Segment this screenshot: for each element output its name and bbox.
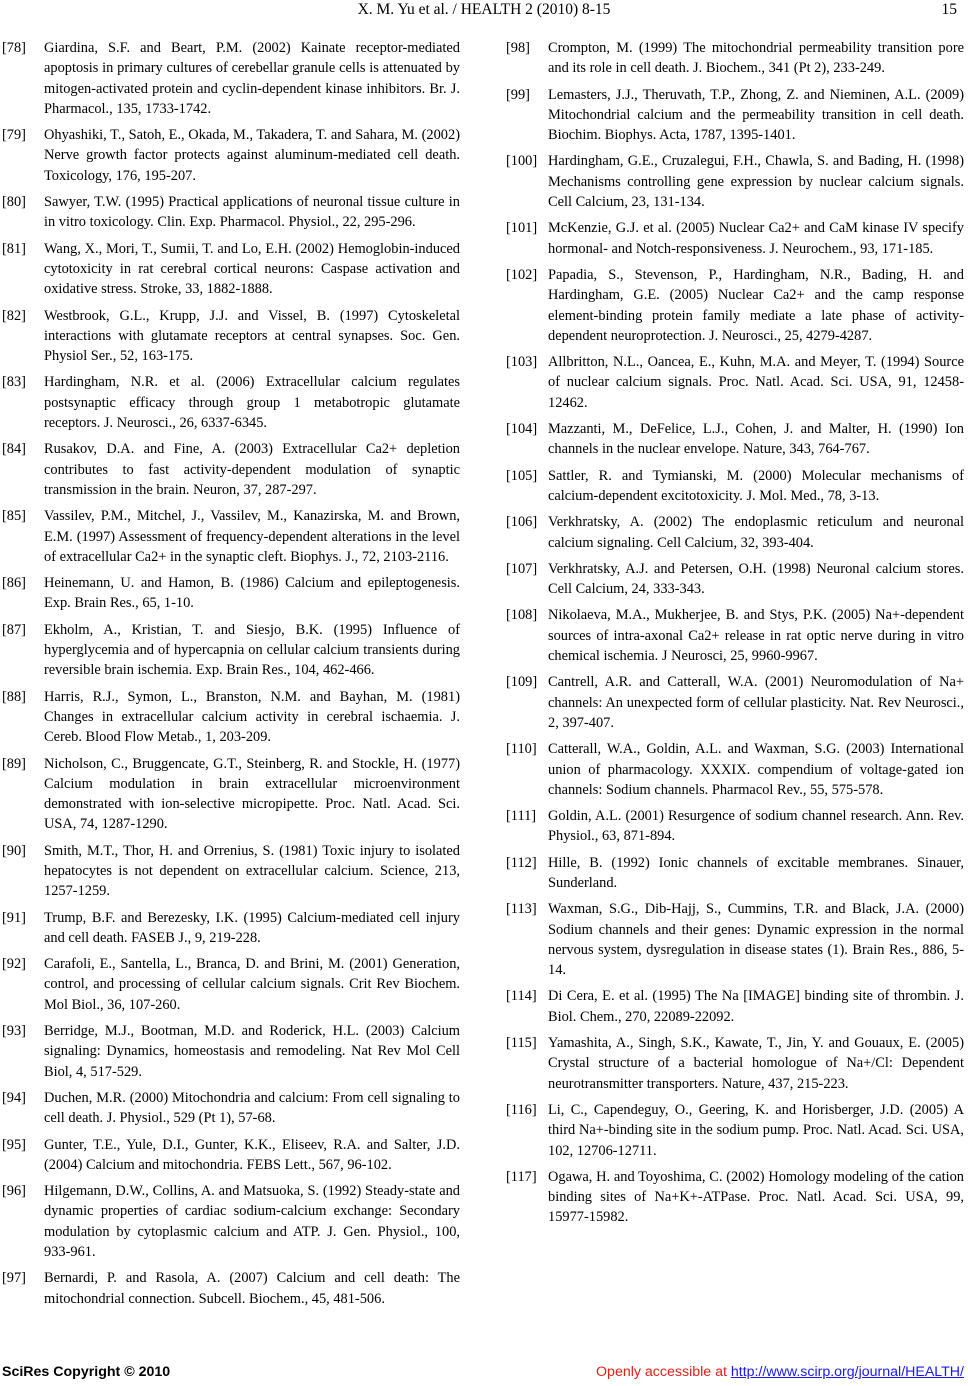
reference-item — [2, 306, 460, 367]
reference-item — [506, 512, 964, 553]
reference-number: [102] — [506, 266, 538, 283]
reference-text: Vassilev, P.M., Mitchel, J., Vassilev, M., Kanazirska, M. and Brown, E.M. (1997) Assessment of frequency-dependent alterations in the level of extracellular Ca2+ in the synaptic cleft. Biophys. J., 72, 2103-2116. — [44, 508, 460, 565]
reference-item — [2, 1268, 460, 1309]
reference-item — [506, 38, 964, 79]
reference-text: Di Cera, E. et al. (1995) The Na [IMAGE] binding site of thrombin. J. Biol. Chem., 270, 22089-22092. — [548, 988, 964, 1025]
reference-number: [85] — [2, 508, 26, 525]
reference-text: Hilgemann, D.W., Collins, A. and Matsuoka, S. (1992) Steady-state and dynamic properties of cardiac sodium-calcium exchange: Secondary modulation by cytoplasmic calcium and ATP. J. Gen. Physiol., 100, 933-961. — [44, 1183, 460, 1261]
reference-item — [2, 1181, 460, 1262]
reference-number: [107] — [506, 560, 538, 577]
reference-text: Hardingham, N.R. et al. (2006) Extracellular calcium regulates postsynaptic efficacy through group 1 metabotropic glutamate receptors. J. Neurosci., 26, 6337-6345. — [44, 374, 460, 432]
reference-text: McKenzie, G.J. et al. (2005) Nuclear Ca2+ and CaM kinase IV specify hormonal- and Notch-responsiveness. J. Neurochem., 93, 171-185. — [548, 220, 964, 257]
reference-text: Giardina, S.F. and Beart, P.M. (2002) Kainate receptor-mediated apoptosis in primary cultures of cerebellar granule cells is attenuated by mitogen-activated protein and cyclin-dependent kinase inhibitors. Br. J. Pharmacol., 135, 1733-1742. — [44, 40, 460, 117]
reference-text: Ekholm, A., Kristian, T. and Siesjo, B.K. (1995) Influence of hyperglycemia and of hypercapnia on cellular calcium transients during reversible brain ischemia. Exp. Brain Res., 104, 462-466. — [44, 621, 460, 679]
reference-text: Wang, X., Mori, T., Sumii, T. and Lo, E.H. (2002) Hemoglobin-induced cytotoxicity in rat cerebral cortical neurons: Caspase activation and oxidative stress. Stroke, 33, 1882-1888. — [44, 240, 460, 298]
reference-number: [80] — [2, 194, 26, 211]
reference-number: [113] — [506, 901, 537, 918]
page-number: 15 — [941, 1, 957, 18]
reference-text: Catterall, W.A., Goldin, A.L. and Waxman, S.G. (2003) International union of pharmacology. XXXIX. compendium of voltage-gated ion channels: Sodium channels. Pharmacol Rev., 55, 575-578. — [548, 741, 964, 798]
reference-item — [2, 754, 460, 835]
reference-text: Duchen, M.R. (2000) Mitochondria and calcium: From cell signaling to cell death. J. Physiol., 529 (Pt 1), 57-68. — [44, 1089, 460, 1127]
reference-number: [96] — [2, 1183, 26, 1200]
reference-number: [84] — [2, 441, 26, 458]
reference-text: Ogawa, H. and Toyoshima, C. (2002) Homology modeling of the cation binding sites of Na+K+-ATPase. Proc. Natl. Acad. Sci. USA, 99, 15977-15982. — [548, 1168, 964, 1226]
reference-text: Nicholson, C., Bruggencate, G.T., Steinberg, R. and Stockle, H. (1977) Calcium modulation in brain extracellular microenvironment demonstrated with ion-selective micropipette. Proc. Natl. Acad. Sci. USA, 74, 1287-1290. — [44, 755, 460, 833]
reference-text: Hille, B. (1992) Ionic channels of excitable membranes. Sinauer, Sunderland. — [548, 854, 964, 891]
reference-number: [97] — [2, 1270, 26, 1287]
reference-item — [506, 151, 964, 212]
reference-item — [506, 218, 964, 259]
reference-number: [106] — [506, 514, 538, 531]
reference-text: Heinemann, U. and Hamon, B. (1986) Calcium and epileptogenesis. Exp. Brain Res., 65, 1-10. — [44, 575, 460, 612]
reference-item — [506, 85, 964, 146]
reference-text: Carafoli, E., Santella, L., Branca, D. and Brini, M. (2001) Generation, control, and processing of cellular calcium signals. Crit Rev Biochem. Mol Biol., 36, 107-260. — [44, 956, 460, 1013]
reference-text: Li, C., Capendeguy, O., Geering, K. and Horisberger, J.D. (2005) A third Na+-binding site in the sodium pump. Proc. Natl. Acad. Sci. USA, 102, 12706-12711. — [548, 1101, 964, 1159]
reference-text: Papadia, S., Stevenson, P., Hardingham, N.R., Bading, H. and Hardingham, G.E. (2005) Nuclear Ca2+ and the camp response element-binding protein family mediate a late phase of activity-dependent neuroprotection. J. Neurosci., 25, 4279-4287. — [548, 266, 964, 344]
reference-number: [110] — [506, 741, 537, 758]
reference-item — [2, 954, 460, 1015]
page-footer — [0, 1362, 968, 1386]
reference-item — [2, 841, 460, 902]
reference-item — [2, 439, 460, 500]
reference-text: Rusakov, D.A. and Fine, A. (2003) Extracellular Ca2+ depletion contributes to fast activity-dependent modulation of synaptic transmission in the brain. Neuron, 37, 287-297. — [44, 441, 460, 498]
reference-item — [2, 687, 460, 748]
reference-item — [2, 1135, 460, 1176]
reference-number: [98] — [506, 40, 530, 56]
references-right-column — [506, 38, 964, 1234]
reference-item — [506, 739, 964, 800]
reference-text: Verkhratsky, A.J. and Petersen, O.H. (1998) Neuronal calcium stores. Cell Calcium, 24, 333-343. — [548, 560, 964, 598]
reference-number: [90] — [2, 842, 26, 859]
copyright-notice: SciRes Copyright © 2010 — [2, 1364, 171, 1380]
reference-number: [108] — [506, 607, 538, 624]
reference-number: [95] — [2, 1136, 26, 1153]
reference-number: [78] — [2, 40, 26, 56]
reference-number: [115] — [506, 1035, 537, 1052]
journal-link[interactable]: http://www.scirp.org/journal/HEALTH/ — [730, 1364, 964, 1380]
reference-text: Mazzanti, M., DeFelice, L.J., Cohen, J. and Malter, H. (1990) Ion channels in the nuclear envelope. Nature, 343, 764-767. — [548, 421, 964, 458]
reference-number: [83] — [2, 374, 26, 391]
reference-text: Goldin, A.L. (2001) Resurgence of sodium channel research. Ann. Rev. Physiol., 63, 871-894. — [548, 808, 964, 845]
reference-number: [94] — [2, 1089, 26, 1106]
reference-item — [2, 1021, 460, 1082]
running-header — [0, 0, 968, 24]
reference-item — [2, 125, 460, 186]
reference-item — [506, 986, 964, 1027]
reference-item — [506, 419, 964, 460]
reference-item — [506, 672, 964, 733]
reference-number: [117] — [506, 1168, 537, 1185]
reference-text: Hardingham, G.E., Cruzalegui, F.H., Chawla, S. and Bading, H. (1998) Mechanisms controlling gene expression by nuclear calcium signals. Cell Calcium, 23, 131-134. — [548, 153, 964, 211]
reference-number: [101] — [506, 220, 538, 237]
reference-number: [105] — [506, 467, 538, 484]
reference-number: [103] — [506, 354, 538, 371]
reference-item — [506, 466, 964, 507]
reference-text: Nikolaeva, M.A., Mukherjee, B. and Stys, P.K. (2005) Na+-dependent sources of intra-axonal Ca2+ release in rat optic nerve during in vitro chemical ischemia. J Neurosci, 25, 9960-9967. — [548, 607, 964, 665]
reference-number: [112] — [506, 854, 537, 871]
reference-item — [2, 38, 460, 119]
reference-item — [506, 352, 964, 413]
running-title: X. M. Yu et al. / HEALTH 2 (2010) 8-15 — [357, 1, 611, 18]
reference-item — [506, 605, 964, 666]
reference-number: [99] — [506, 86, 530, 103]
access-prefix: Openly accessible at — [596, 1364, 731, 1380]
reference-number: [100] — [506, 153, 538, 170]
reference-item — [506, 1033, 964, 1094]
reference-number: [79] — [2, 127, 26, 144]
reference-item — [506, 899, 964, 980]
reference-text: Trump, B.F. and Berezesky, I.K. (1995) Calcium-mediated cell injury and cell death. FASEB J., 9, 219-228. — [44, 909, 460, 946]
reference-text: Harris, R.J., Symon, L., Branston, N.M. and Bayhan, M. (1981) Changes in extracellular calcium activity in cerebral ischaemia. J. Cereb. Blood Flow Metab., 1, 203-209. — [44, 688, 460, 746]
reference-item — [2, 620, 460, 681]
reference-text: Sattler, R. and Tymianski, M. (2000) Molecular mechanisms of calcium-dependent excitotoxicity. J. Mol. Med., 78, 3-13. — [548, 467, 964, 504]
reference-text: Smith, M.T., Thor, H. and Orrenius, S. (1981) Toxic injury to isolated hepatocytes is not dependent on extracellular calcium. Science, 213, 1257-1259. — [44, 842, 460, 900]
reference-item — [2, 506, 460, 567]
reference-number: [93] — [2, 1023, 26, 1040]
reference-item — [2, 239, 460, 300]
reference-number: [87] — [2, 621, 26, 638]
reference-item — [506, 559, 964, 600]
reference-text: Bernardi, P. and Rasola, A. (2007) Calcium and cell death: The mitochondrial connection. Subcell. Biochem., 45, 481-506. — [44, 1270, 460, 1307]
reference-text: Cantrell, A.R. and Catterall, W.A. (2001) Neuromodulation of Na+ channels: An unexpected form of cellular plasticity. Nat. Rev Neurosci., 2, 397-407. — [548, 674, 964, 731]
reference-number: [91] — [2, 909, 26, 926]
reference-number: [111] — [506, 808, 537, 825]
reference-number: [89] — [2, 755, 26, 772]
reference-text: Lemasters, J.J., Theruvath, T.P., Zhong, Z. and Nieminen, A.L. (2009) Mitochondrial calcium and the permeability transition in cell death. Biochim. Biophys. Acta, 1787, 1395-1401. — [548, 86, 964, 144]
reference-text: Allbritton, N.L., Oancea, E., Kuhn, M.A. and Meyer, T. (1994) Source of nuclear calcium signals. Proc. Natl. Acad. Sci. USA, 91, 12458-12462. — [548, 354, 964, 411]
reference-item — [2, 908, 460, 949]
reference-number: [88] — [2, 688, 26, 705]
reference-text: Ohyashiki, T., Satoh, E., Okada, M., Takadera, T. and Sahara, M. (2002) Nerve growth factor protects against aluminum-mediated cell death. Toxicology, 176, 195-207. — [44, 127, 460, 184]
reference-text: Verkhratsky, A. (2002) The endoplasmic reticulum and neuronal calcium signaling. Cell Calcium, 32, 393-404. — [548, 514, 964, 551]
reference-item — [506, 1100, 964, 1161]
reference-number: [81] — [2, 240, 26, 257]
reference-number: [114] — [506, 988, 537, 1005]
reference-item — [2, 372, 460, 433]
reference-number: [116] — [506, 1101, 537, 1118]
reference-item — [2, 573, 460, 614]
reference-text: Berridge, M.J., Bootman, M.D. and Roderick, H.L. (2003) Calcium signaling: Dynamics, homeostasis and remodeling. Nat Rev Mol Cell Biol, 4, 517-529. — [44, 1023, 460, 1080]
access-notice — [596, 1364, 964, 1380]
reference-text: Crompton, M. (1999) The mitochondrial permeability transition pore and its role in cell death. J. Biochem., 341 (Pt 2), 233-249. — [548, 40, 964, 77]
reference-item — [506, 806, 964, 847]
reference-text: Waxman, S.G., Dib-Hajj, S., Cummins, T.R. and Black, J.A. (2000) Sodium channels and their genes: Dynamic expression in the normal nervous system, dysregulation in disease states (1). Brain Res., 886, 5-14. — [548, 901, 964, 979]
reference-number: [109] — [506, 674, 538, 691]
references-left-column — [2, 38, 460, 1315]
reference-number: [92] — [2, 956, 26, 973]
reference-item — [2, 1088, 460, 1129]
reference-text: Westbrook, G.L., Krupp, J.J. and Vissel, B. (1997) Cytoskeletal interactions with glutamate receptors at central synapses. Soc. Gen. Physiol Ser., 52, 163-175. — [44, 307, 460, 365]
reference-text: Yamashita, A., Singh, S.K., Kawate, T., Jin, Y. and Gouaux, E. (2005) Crystal structure of a bacterial homologue of Na+/Cl: Dependent neurotransmitter transporters. Nature, 437, 215-223. — [548, 1035, 964, 1092]
reference-item — [506, 265, 964, 346]
reference-item — [2, 192, 460, 233]
reference-number: [86] — [2, 575, 26, 592]
reference-text: Sawyer, T.W. (1995) Practical applications of neuronal tissue culture in in vitro toxicology. Clin. Exp. Pharmacol. Physiol., 22, 295-296. — [44, 194, 460, 231]
reference-item — [506, 1167, 964, 1228]
reference-number: [82] — [2, 307, 26, 324]
reference-number: [104] — [506, 421, 538, 438]
reference-item — [506, 853, 964, 894]
reference-text: Gunter, T.E., Yule, D.I., Gunter, K.K., Eliseev, R.A. and Salter, J.D. (2004) Calcium and mitochondria. FEBS Lett., 567, 96-102. — [44, 1136, 460, 1173]
